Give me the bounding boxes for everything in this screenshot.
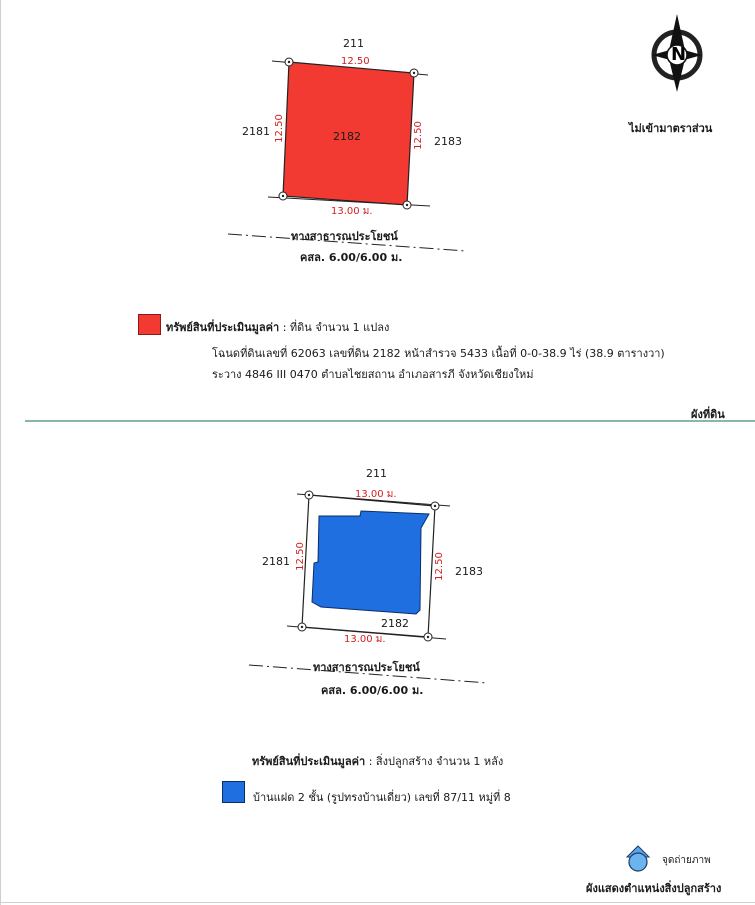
land-right-length: 12.50 [412,121,424,150]
land-left-neighbor: 2181 [242,125,270,138]
building-road-width: คสล. 6.00/6.00 ม. [321,684,424,697]
building-legend-title: ทรัพย์สินที่ประเมินมูลค่า [252,755,366,768]
land-legend-line2: โฉนดที่ดินเลขที่ 62063 เลขที่ดิน 2182 หน้าสำรวจ 5433 เนื้อที่ 0-0-38.9 ไร่ (38.9 ตารางวา) [212,347,665,360]
land-top-length: 12.50 [341,56,370,67]
building-legend-heading [252,752,503,770]
land-legend-title: ทรัพย์สินที่ประเมินมูลค่า [166,321,280,334]
building-left-length: 12.50 [294,542,306,571]
footer-label: ผังแสดงตำแหน่งสิ่งปลูกสร้าง [586,882,722,895]
land-plot [228,58,466,251]
land-right-neighbor: 2183 [434,135,462,148]
building-road-label: ทางสาธารณประโยชน์ [313,661,420,674]
land-road-label: ทางสาธารณประโยชน์ [291,230,398,243]
land-bottom-length: 13.00 ม. [331,206,373,217]
land-left-length: 12.50 [273,114,285,143]
land-top-neighbor: 211 [343,37,364,50]
land-road-width: คสล. 6.00/6.00 ม. [300,251,403,264]
building-top-length: 13.00 ม. [355,489,397,500]
land-legend-heading [166,318,389,336]
land-legend-swatch [138,314,161,335]
section-label: ผังที่ดิน [691,408,725,421]
land-legend-title-suffix: : ที่ดิน จำนวน 1 แปลง [279,321,390,334]
building-top-neighbor: 211 [366,467,387,480]
building-legend-item: บ้านแฝด 2 ชั้น (รูปทรงบ้านเดี่ยว) เลขที่ 87/11 หมู่ที่ 8 [253,791,511,804]
building-plot [249,491,488,683]
photo-point-label: จุดถ่ายภาพ [662,855,711,866]
land-legend-line3: ระวาง 4846 III 0470 ตำบลไชยสถาน อำเภอสารภี จังหวัดเชียงใหม่ [212,368,534,381]
scale-note: ไม่เข้ามาตราส่วน [629,122,713,135]
house-footprint [312,511,429,614]
building-lot-number: 2182 [381,617,409,630]
building-left-neighbor: 2181 [262,555,290,568]
building-right-length: 12.50 [433,552,445,581]
building-bottom-length: 13.00 ม. [344,634,386,645]
building-legend-swatch [222,781,245,803]
photo-point-icon [627,846,649,871]
building-right-neighbor: 2183 [455,565,483,578]
land-center-lot: 2182 [333,130,361,143]
building-legend-title-suffix: : สิ่งปลูกสร้าง จำนวน 1 หลัง [365,755,504,768]
compass-letter: N [671,44,687,65]
